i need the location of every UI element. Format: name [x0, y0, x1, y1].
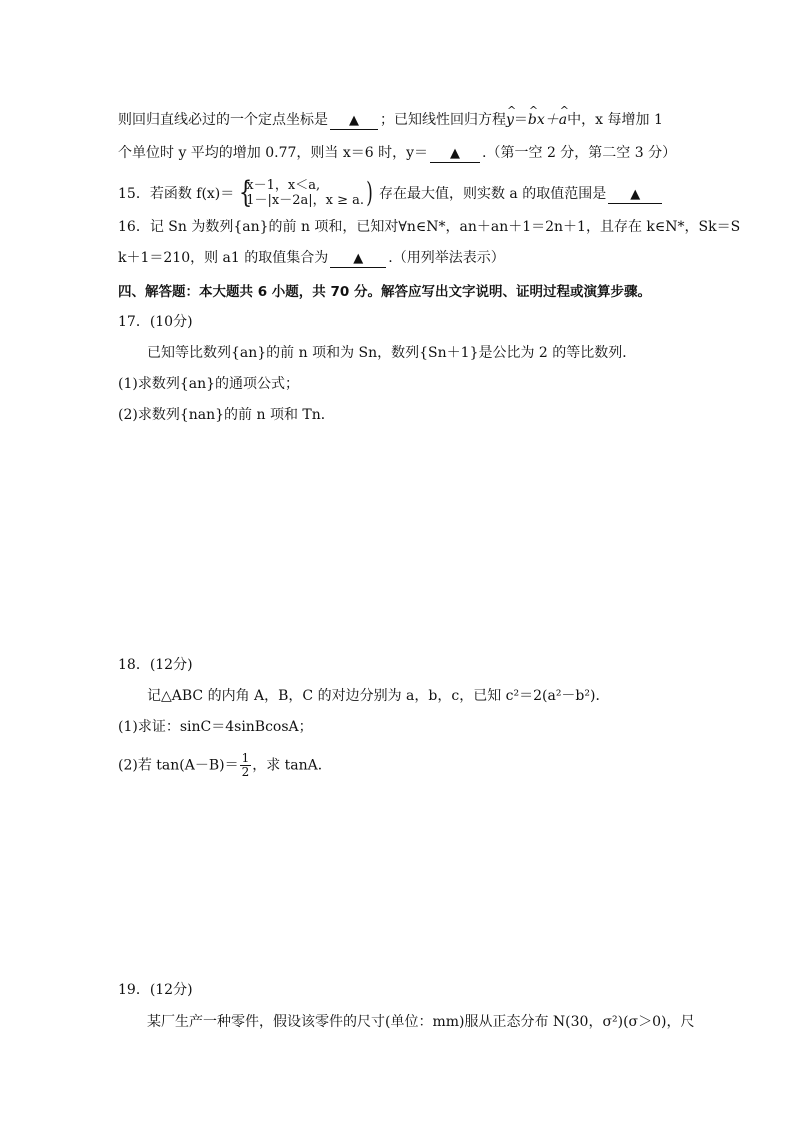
q18-part2 — [118, 752, 332, 779]
answer-blank: ▲ — [330, 251, 386, 268]
q18-part2-b: ，求 tanA． — [252, 757, 332, 774]
piecewise-rows — [236, 175, 365, 210]
q15-line — [118, 175, 664, 210]
q14-text-d: x 每增加 1 — [595, 112, 663, 128]
q18-part1: (1)求证：sinC＝4sinBcosA； — [118, 719, 313, 735]
q14-text-f: .（第一空 2 分，第二空 3 分） — [482, 145, 677, 161]
a-hat: ^ a — [559, 110, 567, 130]
right-paren-icon: ) — [366, 176, 373, 209]
q16-line2 — [118, 248, 505, 268]
case-2: 1－|x－2a|，x ≥ a. — [246, 193, 365, 208]
fraction-one-half — [240, 752, 252, 779]
q14-line2 — [118, 143, 676, 163]
q16-line1: 16．记 Sn 为数列{an}的前 n 项和，已知对∀n∈N*，an＋an＋1＝2n＋1，且存在 k∈N*，Sk＝S — [118, 219, 741, 235]
x-plus: x＋ — [536, 112, 559, 128]
q18-head: 18．(12分) — [118, 657, 193, 673]
case-1: x－1，x＜a, — [246, 178, 321, 193]
q14-text-c: 中， — [567, 112, 596, 128]
q14-text-e: 个单位时 y 平均的增加 0.77，则当 x＝6 时，y＝ — [118, 145, 429, 161]
fraction-denominator: 2 — [241, 765, 250, 779]
q18-part2-a: (2)若 tan(A－B)＝ — [118, 757, 239, 774]
piecewise-function — [236, 175, 375, 210]
answer-blank: ▲ — [430, 146, 480, 163]
equals-sign: ＝ — [513, 112, 528, 128]
answer-blank: ▲ — [608, 187, 662, 204]
q17-head: 17．(10分) — [118, 314, 193, 330]
q15-suffix: 存在最大值，则实数 a 的取值范围是 — [378, 186, 607, 202]
q14-line1 — [118, 110, 663, 130]
q16-text-a: k＋1＝210，则 a1 的取值集合为 — [118, 250, 329, 266]
q14-text-b: ；已知线性回归方程 — [380, 112, 506, 128]
section-heading: 四、解答题：本大题共 6 小题，共 70 分。解答应写出文字说明、证明过程或演算步骤。 — [118, 284, 651, 300]
b-hat: ^ b — [528, 110, 537, 130]
y-hat: ^ y — [506, 110, 514, 130]
q15-prefix: 15．若函数 f(x)＝ — [118, 186, 235, 202]
q14-text-a: 则回归直线必过的一个定点坐标是 — [118, 112, 328, 128]
left-brace-icon: { — [239, 175, 253, 210]
q17-stem: 已知等比数列{an}的前 n 项和为 Sn，数列{Sn＋1}是公比为 2 的等比数列． — [147, 345, 637, 361]
q18-stem: 记△ABC 的内角 A，B，C 的对边分别为 a，b，c，已知 c²＝2(a²－b²)． — [147, 688, 610, 704]
q19-head: 19．(12分) — [118, 982, 193, 998]
answer-blank: ▲ — [330, 113, 378, 130]
q16-text-b: .（用列举法表示） — [388, 250, 505, 266]
fraction-numerator: 1 — [241, 751, 250, 765]
q17-part1: (1)求数列{an}的通项公式； — [118, 376, 300, 392]
q19-stem: 某厂生产一种零件，假设该零件的尺寸(单位：mm)服从正态分布 N(30，σ²)(σ＞0)，尺 — [147, 1014, 695, 1030]
q17-part2: (2)求数列{nan}的前 n 项和 Tn． — [118, 407, 335, 423]
